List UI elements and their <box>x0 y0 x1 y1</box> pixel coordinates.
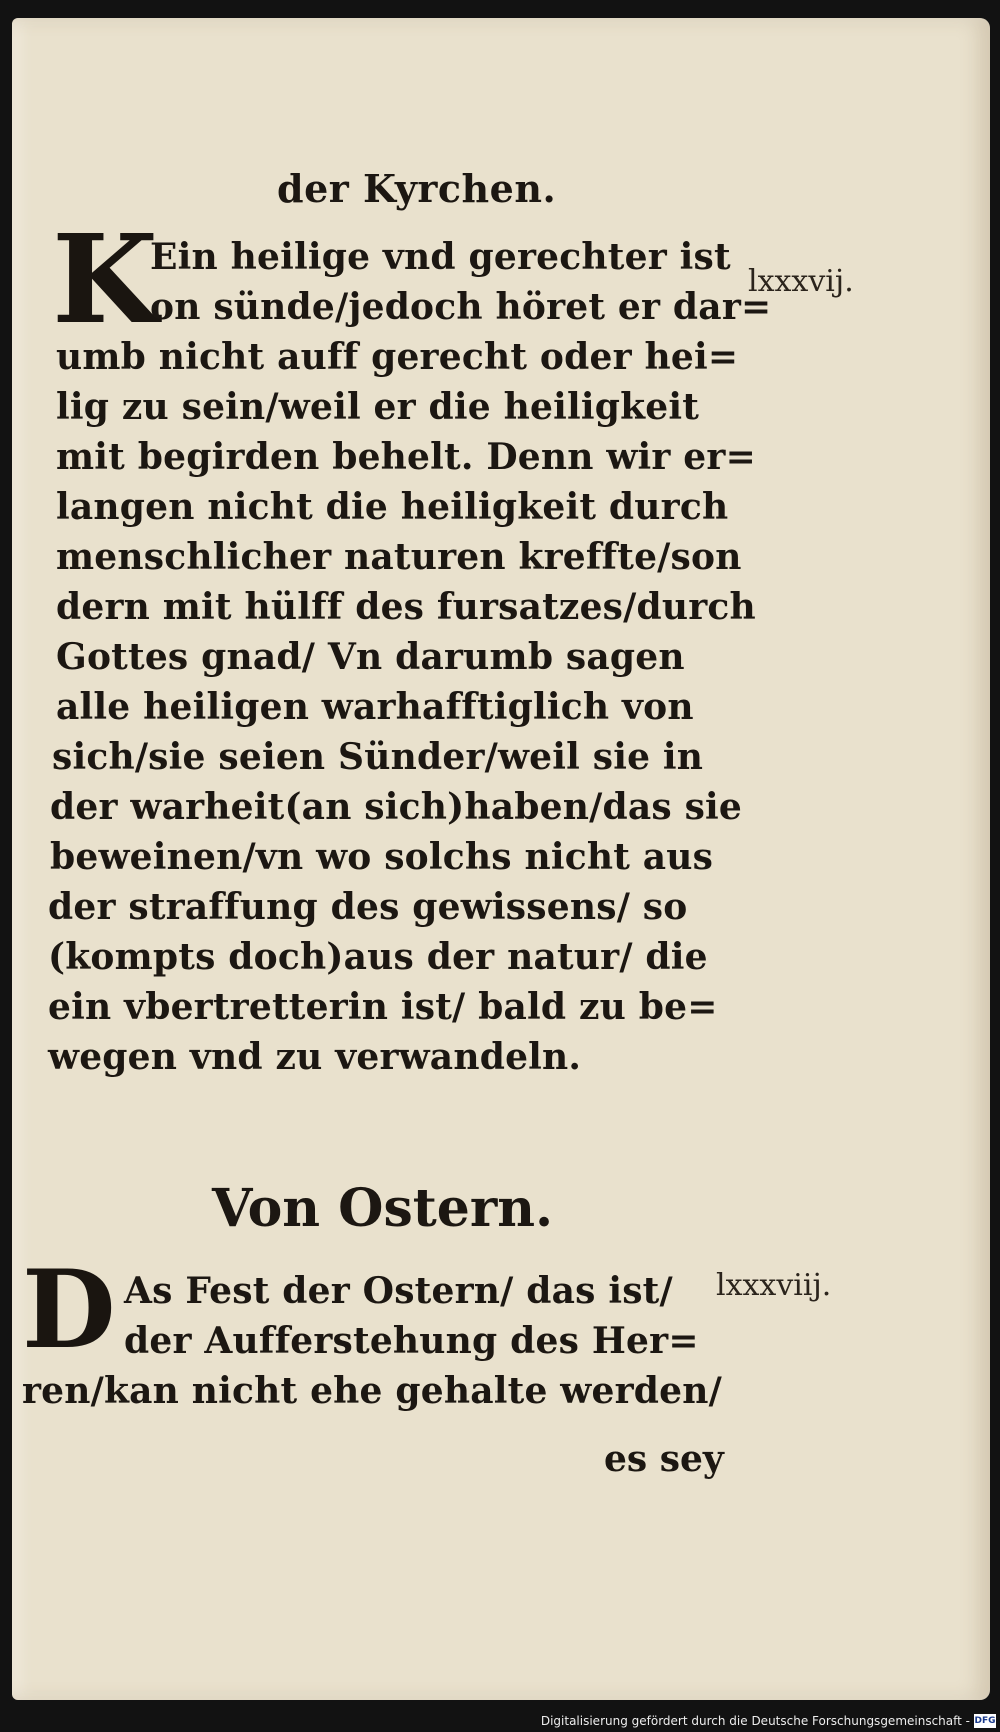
text-line: sich/sie seien Sünder/weil sie in <box>52 736 704 778</box>
text-line: Gottes gnad/ Vn darumb sagen <box>56 636 685 678</box>
text-line: Ein heilige vnd gerechter ist <box>150 236 731 278</box>
text-line: langen nicht die heiligkeit durch <box>56 486 729 528</box>
section-heading: Von Ostern. <box>212 1178 554 1239</box>
text-line: lig zu sein/weil er die heiligkeit <box>56 386 700 428</box>
marginal-number: lxxxviij. <box>716 1268 832 1303</box>
text-line: on sünde/jedoch höret er dar= <box>150 286 772 328</box>
text-line: der warheit(an sich)haben/das sie <box>50 786 743 828</box>
marginal-number: lxxxvij. <box>748 264 854 299</box>
catchword: es sey <box>604 1438 724 1480</box>
drop-cap-initial: D <box>22 1247 116 1373</box>
funding-credit: Digitalisierung gefördert durch die Deutsche Forschungsgemeinschaft - <box>540 1714 970 1728</box>
text-line: (kompts doch)aus der natur/ die <box>48 936 708 978</box>
text-line: As Fest der Ostern/ das ist/ <box>124 1270 673 1312</box>
text-line: ein vbertretterin ist/ bald zu be= <box>48 986 718 1028</box>
text-line: mit begirden behelt. Denn wir er= <box>56 436 756 478</box>
text-line: dern mit hülff des fursatzes/durch <box>56 586 756 628</box>
book-page <box>12 18 990 1700</box>
text-line: menschlicher naturen kreffte/son <box>56 536 742 578</box>
text-line: alle heiligen warhafftiglich von <box>56 686 694 728</box>
text-line: beweinen/vn wo solchs nicht aus <box>50 836 714 878</box>
text-line: umb nicht auff gerecht oder hei= <box>56 336 739 378</box>
drop-cap-initial: K <box>52 207 159 351</box>
dfg-logo-icon: DFG <box>974 1716 996 1726</box>
text-line: wegen vnd zu verwandeln. <box>48 1036 582 1078</box>
text-line: der straffung des gewissens/ so <box>48 886 688 928</box>
text-line: ren/kan nicht ehe gehalte werden/ <box>22 1370 722 1412</box>
running-head: der Kyrchen. <box>277 166 557 211</box>
text-line: der Aufferstehung des Her= <box>124 1320 699 1362</box>
